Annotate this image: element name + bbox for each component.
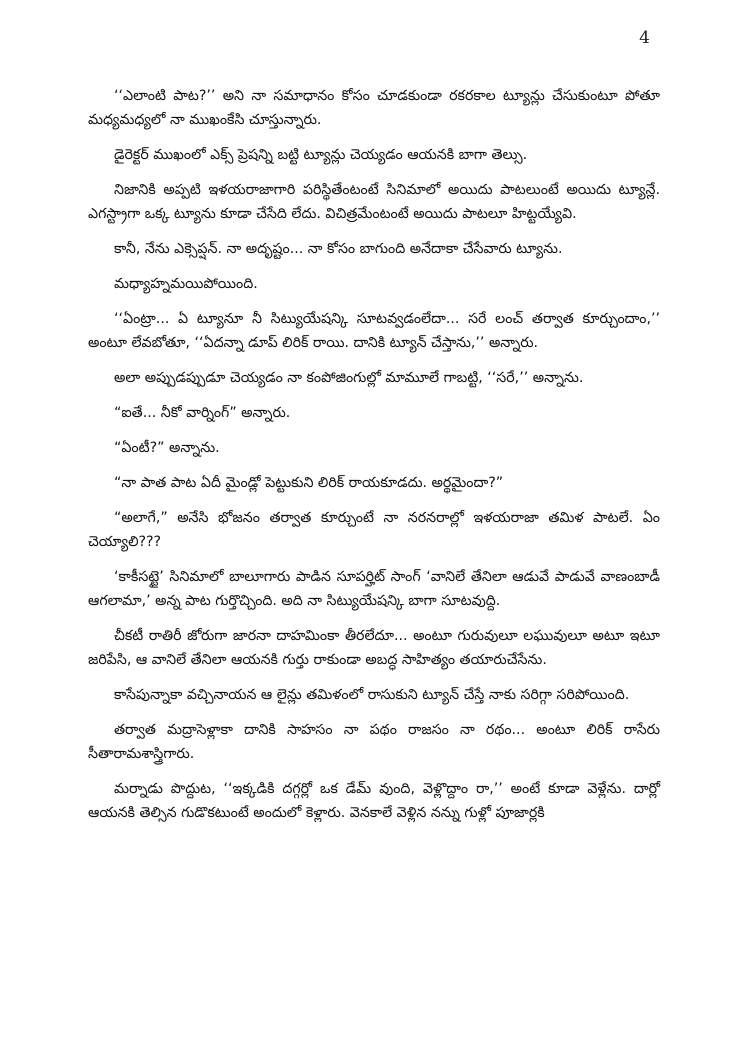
- paragraph: డైరెక్టర్ ముఖంలో ఎక్స్ ప్రెషన్ని బట్టి ట్యూన్లు చెయ్యడం ఆయనకి బాగా తెల్సు.: [114, 147, 528, 163]
- paragraph: “నా పాత పాట ఏదీ మైండ్లో పెట్టుకుని లిరిక్ రాయకూడదు. అర్థమైందా?”: [114, 475, 504, 491]
- paragraph: కానీ, నేను ఎక్సెప్షన్. నా అదృష్టం... నా కోసం బాగుంది అనేదాకా చేసేవారు ట్యూను.: [114, 241, 563, 257]
- paragraph: కాసేపున్నాకా వచ్చినాయన ఆ లైన్లు తమిళంలో రాసుకుని ట్యూన్ చేస్తే నాకు సరిగ్గా సరిపోయింది.: [114, 687, 630, 703]
- paragraph: తర్వాత మద్రాసెళ్లాకా దానికి సాహసం నా పథం రాజసం నా రథం... అంటూ లిరిక్ రాసేరు సీతారామశాస్త్రిగారు.: [88, 722, 660, 762]
- page-body: [88, 84, 660, 825]
- paragraph: “ఏంటీ?” అన్నాను.: [114, 440, 220, 456]
- paragraph: మర్నాడు పొద్దుట, ‘‘ఇక్కడికి దగ్గర్లో ఒక డేమ్ వుంది, వెళ్లొద్దాం రా,’’ అంటే కూడా వెళ్లేను. దార్లో ఆయనకి తెల్సిన గుడొకటుంటే అందులో కెళ్లారు. వెనకాలే వెళ్లిన నన్ను గుళ్లో పూజార్లకి: [88, 781, 660, 821]
- paragraph: అలా అప్పుడప్పుడూ చెయ్యడం నా కంపోజింగుల్లో మామూలే గాబట్టి, ‘‘సరే,’’ అన్నాను.: [114, 370, 584, 386]
- paragraph: “అలాగే,” అనేసి భోజనం తర్వాత కూర్చుంటే నా నరనరాల్లో ఇళయరాజా తమిళ పాటలే. ఏం చెయ్యాలి???: [88, 510, 660, 550]
- paragraph: నిజానికి అప్పటి ఇళయరాజాగారి పరిస్థితేంటంటే సినిమాలో అయిదు పాటలుంటే అయిదు ట్యూన్లే. ఎగస్ట్రాగా ఒక్క ట్యూను కూడా చేసేది లేదు. విచిత్రమేంటంటే అయిదు పాటలూ హిట్టయ్యేవి.: [88, 182, 660, 222]
- paragraph: చీకటీ రాతిరీ జోరుగా జారనా దాహమింకా తీరలేదూ... అంటూ గురువులూ లఘువులూ అటూ ఇటూ జరిపేసి, ఆ వానిలే తేనిలా ఆయనకి గుర్తు రాకుండా అబద్ధ సాహిత్యం తయారుచేసేను.: [88, 628, 660, 668]
- paragraph: ‘‘ఎలాంటి పాట?’’ అని నా సమాధానం కోసం చూడకుండా రకరకాల ట్యూన్లు చేసుకుంటూ పోతూ మధ్యమధ్యలో నా ముఖంకేసి చూస్తున్నారు.: [88, 88, 660, 128]
- paragraph: మధ్యాహ్నమయిపోయింది.: [114, 276, 258, 292]
- paragraph: “ఐతే... నీకో వార్నింగ్” అన్నారు.: [114, 405, 291, 421]
- page-number: 4: [639, 28, 650, 48]
- paragraph: ‘కాకీసట్టై’ సినిమాలో బాలూగారు పాడిన సూపర్హిట్ సాంగ్ ‘వానిలే తేనిలా ఆడువే పాడువే వాణంబాడీ ఆగలామా,’ అన్న పాట గుర్తొచ్చింది. అది నా సిట్యుయేషన్కి బాగా సూటవుద్ది.: [88, 569, 660, 609]
- paragraph: ‘‘ఏంట్రా... ఏ ట్యూనూ నీ సిట్యుయేషన్కి సూటవ్వడంలేదా... సరే లంచ్ తర్వాత కూర్చుందాం,’’ అంటూ లేవబోతూ, ‘‘ఏదన్నా డూప్ లిరిక్ రాయి. దానికి ట్యూన్ చేస్తాను,’’ అన్నారు.: [88, 311, 660, 351]
